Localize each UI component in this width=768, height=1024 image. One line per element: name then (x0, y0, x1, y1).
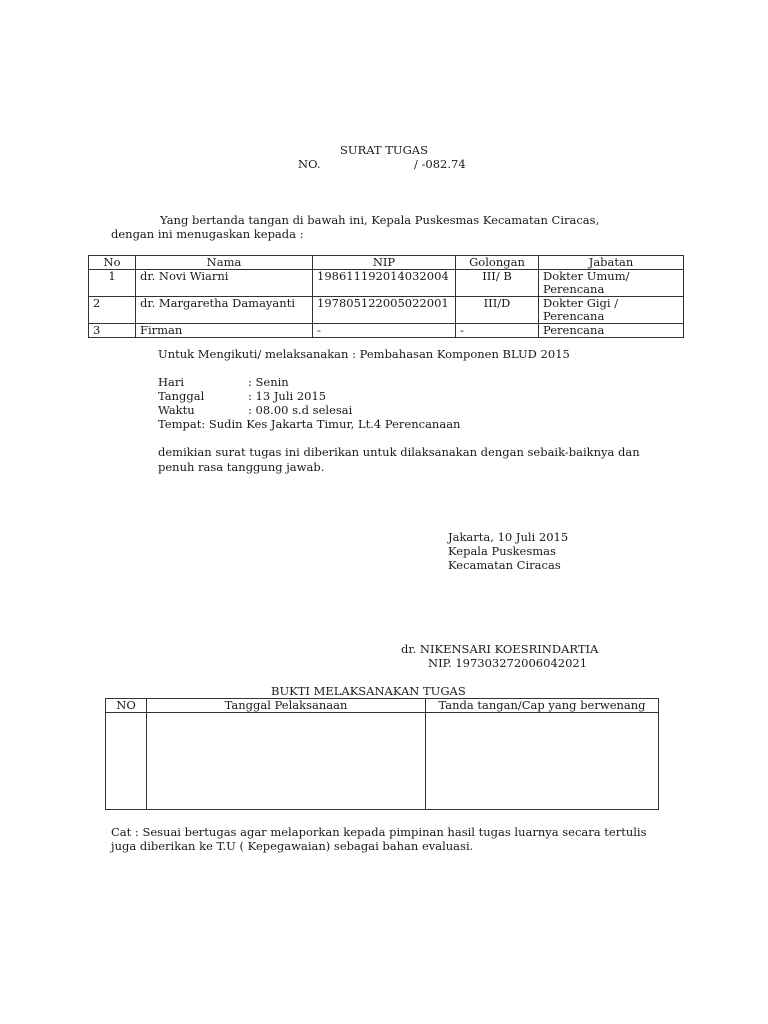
letter-number-value: / -082.74 (414, 157, 466, 171)
cell-nip: 198611192014032004 (313, 270, 456, 297)
intro-line-2: dengan ini menugaskan kepada : (111, 227, 304, 241)
waktu-label: Waktu (158, 403, 195, 417)
staff-table (88, 255, 684, 338)
tanggal-value: : 13 Juli 2015 (248, 389, 327, 403)
table-row (106, 713, 659, 810)
signature-position-1: Kepala Puskesmas (448, 544, 556, 558)
cell-jabatan (539, 297, 684, 324)
cell-nip: 197805122005022001 (313, 297, 456, 324)
note-line-2: juga diberikan ke T.U ( Kepegawaian) sebagai bahan evaluasi. (111, 839, 474, 853)
col-header-golongan: Golongan (456, 256, 539, 270)
cell-golongan: III/D (456, 297, 539, 324)
cell-tanggal (147, 713, 426, 810)
cell-nama: Firman (136, 324, 313, 338)
table-row (89, 270, 684, 297)
hari-value: : Senin (248, 375, 289, 389)
signatory-nip: NIP. 197303272006042021 (428, 656, 588, 670)
schedule-waktu (158, 403, 352, 417)
col-header-nama: Nama (136, 256, 313, 270)
table-header-row (106, 699, 659, 713)
cell-no: 2 (89, 297, 136, 324)
closing-line-2: penuh rasa tanggung jawab. (158, 460, 325, 474)
jabatan-line-1: Dokter Gigi / (543, 296, 619, 310)
col-header-no: No (89, 256, 136, 270)
intro-line-1: Yang bertanda tangan di bawah ini, Kepala Puskesmas Kecamatan Ciracas, (160, 213, 600, 227)
note-line-1: Cat : Sesuai bertugas agar melaporkan kepada pimpinan hasil tugas luarnya secara tertulis (111, 825, 647, 839)
hari-label: Hari (158, 375, 185, 389)
jabatan-line-2: Perencana (543, 309, 605, 323)
col-header-tanggal: Tanggal Pelaksanaan (147, 699, 426, 713)
proof-title: BUKTI MELAKSANAKAN TUGAS (271, 684, 466, 698)
col-header-nip: NIP (313, 256, 456, 270)
cell-jabatan (539, 270, 684, 297)
cell-nama: dr. Novi Wiarni (136, 270, 313, 297)
col-header-no: NO (106, 699, 147, 713)
cell-golongan: III/ B (456, 270, 539, 297)
signature-place-date: Jakarta, 10 Juli 2015 (448, 530, 569, 544)
cell-jabatan: Perencana (539, 324, 684, 338)
jabatan-line-2: Perencana (543, 282, 605, 296)
signature-position-2: Kecamatan Ciracas (448, 558, 561, 572)
document-title: SURAT TUGAS (340, 143, 428, 157)
tanggal-label: Tanggal (158, 389, 205, 403)
schedule-tanggal (158, 389, 326, 403)
cell-tanda-tangan (426, 713, 659, 810)
schedule-hari (158, 375, 289, 389)
waktu-value: : 08.00 s.d selesai (248, 403, 353, 417)
cell-no: 1 (89, 270, 136, 297)
signatory-name: dr. NIKENSARI KOESRINDARTIA (401, 642, 599, 656)
cell-nip: - (313, 324, 456, 338)
col-header-tanda-tangan: Tanda tangan/Cap yang berwenang (426, 699, 659, 713)
proof-table (105, 698, 659, 810)
cell-no (106, 713, 147, 810)
table-row (89, 324, 684, 338)
cell-nama: dr. Margaretha Damayanti (136, 297, 313, 324)
closing-line-1: demikian surat tugas ini diberikan untuk dilaksanakan dengan sebaik-baiknya dan (158, 445, 640, 459)
table-row (89, 297, 684, 324)
cell-golongan: - (456, 324, 539, 338)
purpose-line: Untuk Mengikuti/ melaksanakan : Pembahasan Komponen BLUD 2015 (158, 347, 570, 361)
table-header-row (89, 256, 684, 270)
col-header-jabatan: Jabatan (539, 256, 684, 270)
cell-no: 3 (89, 324, 136, 338)
letter-number-label: NO. (298, 157, 321, 171)
jabatan-line-1: Dokter Umum/ (543, 269, 630, 283)
schedule-tempat: Tempat: Sudin Kes Jakarta Timur, Lt.4 Perencanaan (158, 417, 461, 431)
